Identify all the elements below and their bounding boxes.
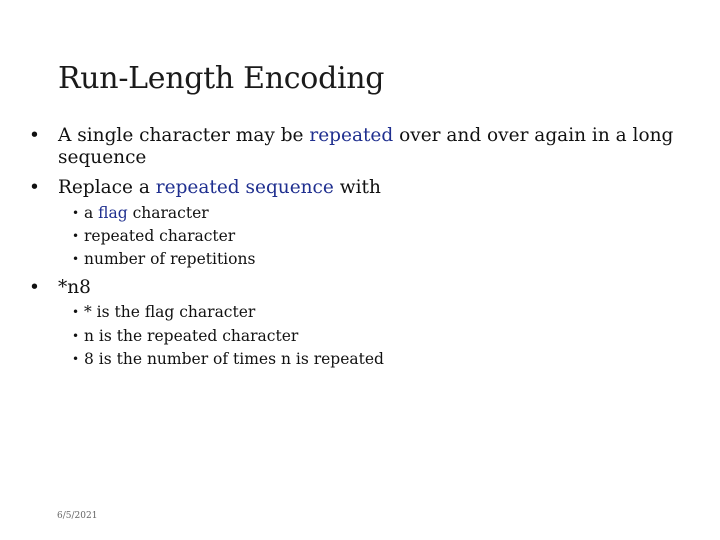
sub-bullet-pre: a	[84, 204, 99, 222]
sub-bullet-text: number of repetitions	[84, 250, 256, 268]
sub-bullet-marker: •	[72, 305, 80, 319]
sub-bullet-marker: •	[72, 229, 80, 243]
sub-bullet-highlight: flag	[98, 204, 128, 222]
bullet-1-part2: over and over again in a long	[393, 125, 674, 146]
bullet-marker: •	[29, 177, 40, 198]
sub-bullet-marker: •	[72, 352, 80, 366]
bullet-3-text: *n8	[58, 277, 91, 298]
bullet-1-text	[58, 125, 673, 147]
bullet-2-part2: with	[333, 177, 381, 198]
sub-bullet-text	[84, 203, 209, 223]
bullet-2-text	[58, 177, 381, 199]
sub-bullet-text: * is the flag character	[84, 303, 256, 321]
footer-date: 6/5/2021	[57, 511, 98, 521]
sub-bullet-marker: •	[72, 206, 80, 220]
bullet-2-part1: Replace a	[58, 177, 156, 198]
bullet-1-highlight: repeated	[309, 125, 394, 146]
bullet-2-highlight: repeated sequence	[155, 177, 334, 198]
bullet-1-line2: sequence	[58, 147, 147, 168]
sub-bullet-text: 8 is the number of times n is repeated	[84, 350, 384, 368]
sub-bullet-marker: •	[72, 329, 80, 343]
sub-bullet-text: repeated character	[84, 227, 236, 245]
bullet-1-part1: A single character may be	[58, 125, 310, 146]
bullet-marker: •	[29, 125, 40, 146]
sub-bullet-post: character	[127, 204, 209, 222]
slide-title: Run-Length Encoding	[58, 61, 385, 96]
sub-bullet-marker: •	[72, 252, 80, 266]
bullet-marker: •	[29, 277, 40, 298]
sub-bullet-text: n is the repeated character	[84, 327, 299, 345]
